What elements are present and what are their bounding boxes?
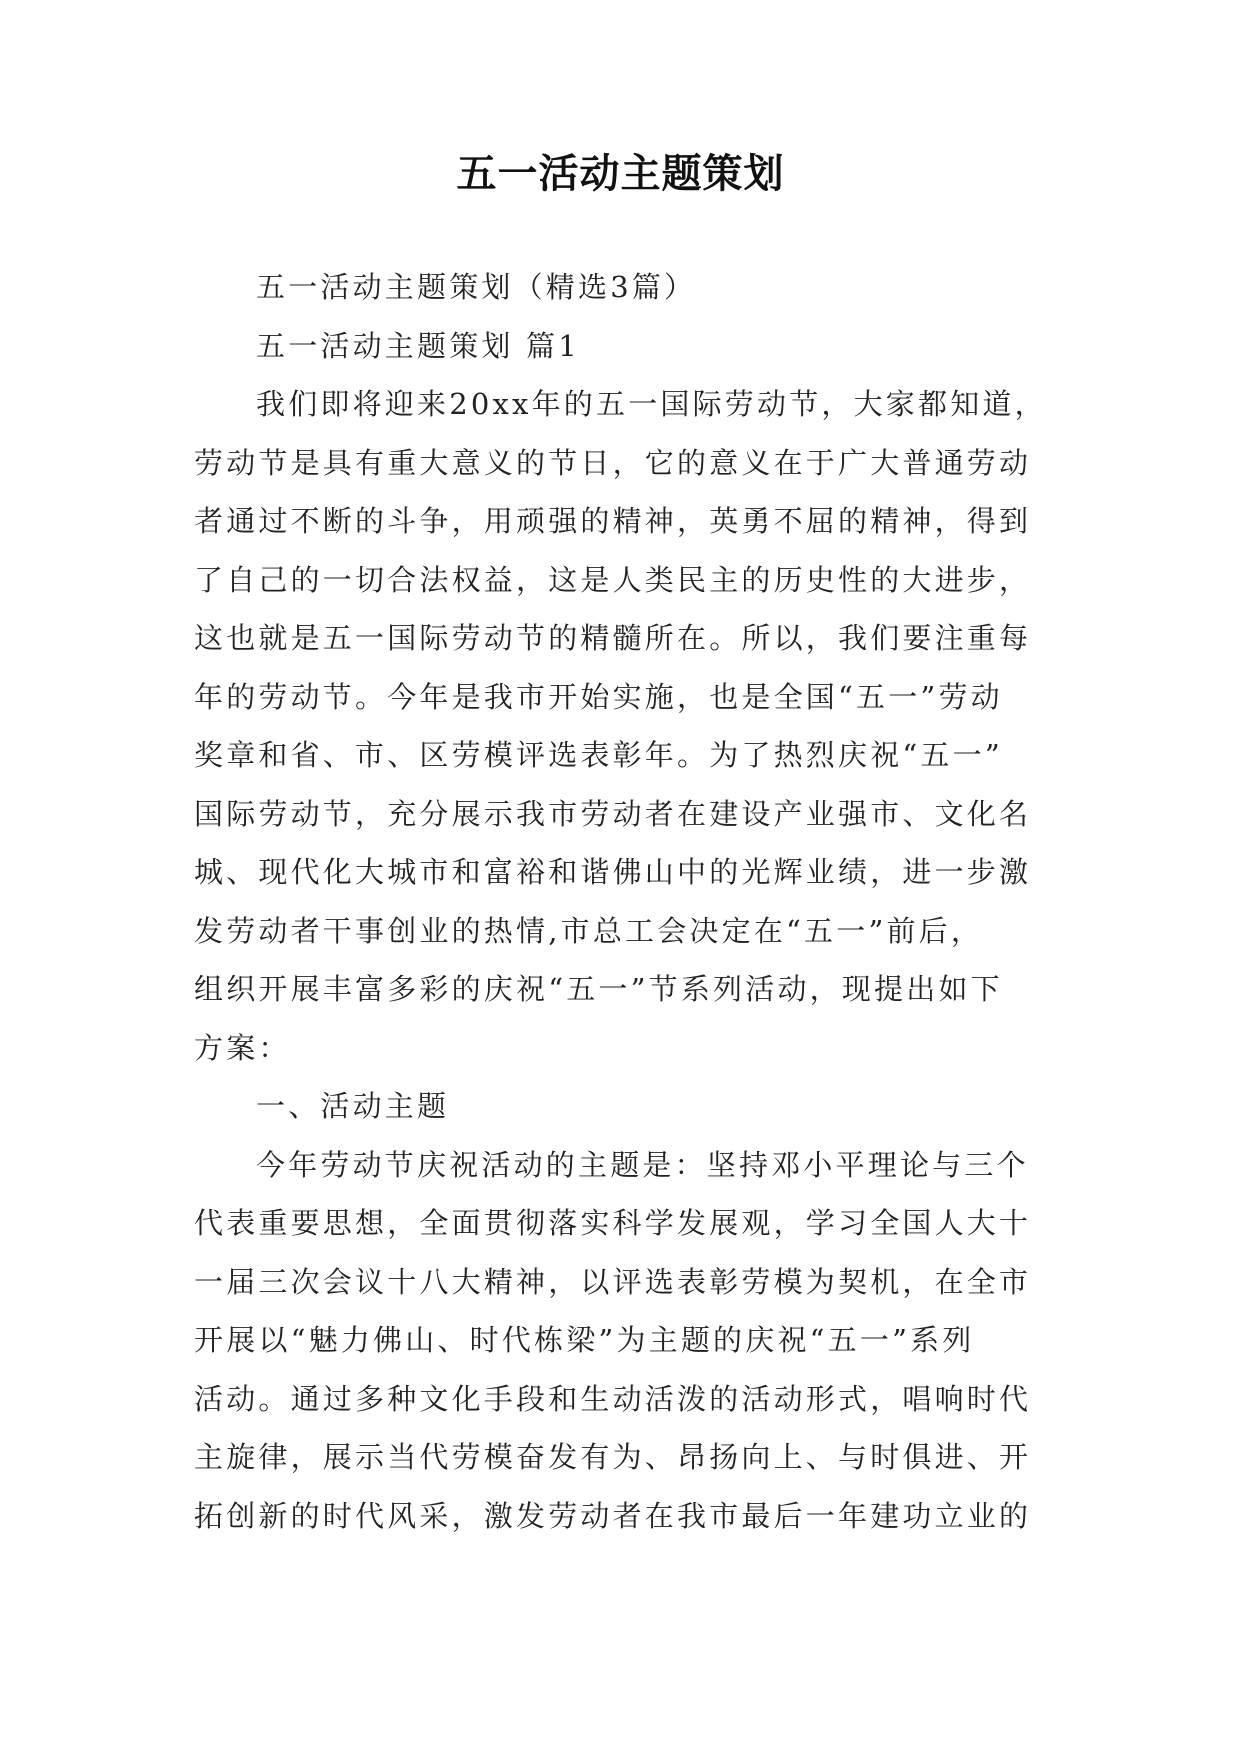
paragraph-line: 开展以“魅力佛山、时代栋梁”为主题的庆祝“五一”系列 [194,1323,975,1357]
paragraph-line: 劳动节是具有重大意义的节日，它的意义在于广大普通劳动 [194,445,1032,480]
paragraph-line: 奖章和省、市、区劳模评选表彰年。为了热烈庆祝“五一” [194,738,1003,772]
paragraph-line: 了自己的一切合法权益，这是人类民主的历史性的大进步， [194,562,1032,597]
paragraph-line: 方案： [194,1030,291,1065]
paragraph-line: 城、现代化大城市和富裕和谐佛山中的光辉业绩，进一步激 [194,855,1032,889]
document-body [194,258,1054,1545]
document-title: 五一活动主题策划 [456,150,785,197]
subtitle-line: 五一活动主题策划（精选3篇） [256,270,697,304]
paragraph-line: 者通过不断的斗争，用顽强的精神，英勇不屈的精神，得到 [194,504,1032,538]
paragraph-line: 活动。通过多种文化手段和生动活泼的活动形式，唱响时代 [194,1381,1032,1416]
paragraph-line: 发劳动者干事创业的热情,市总工会决定在“五一”前后， [194,913,984,948]
paragraph-line: 国际劳动节，充分展示我市劳动者在建设产业强市、文化名 [194,796,1032,831]
paragraph-line: 这也就是五一国际劳动节的精髓所在。所以，我们要注重每 [194,621,1032,655]
paragraph-line: 组织开展丰富多彩的庆祝“五一”节系列活动，现提出如下 [194,972,1003,1006]
paragraph-line: 代表重要思想，全面贯彻落实科学发展观，学习全国人大十 [194,1206,1032,1240]
paragraph-line: 今年劳动节庆祝活动的主题是：坚持邓小平理论与三个 [256,1147,1029,1182]
paragraph-line: 我们即将迎来20xx年的五一国际劳动节，大家都知道， [256,387,1047,421]
section-heading-line: 五一活动主题策划 篇1 [256,328,580,363]
paragraph-line: 一届三次会议十八大精神，以评选表彰劳模为契机，在全市 [194,1264,1032,1299]
paragraph-line: 拓创新的时代风采，激发劳动者在我市最后一年建功立业的 [194,1498,1032,1533]
paragraph-line: 年的劳动节。今年是我市开始实施，也是全国“五一”劳动 [194,679,1003,714]
paragraph-line: 主旋律，展示当代劳模奋发有为、昂扬向上、与时俱进、开 [194,1440,1032,1474]
section-heading-line: 一、活动主题 [256,1089,450,1123]
